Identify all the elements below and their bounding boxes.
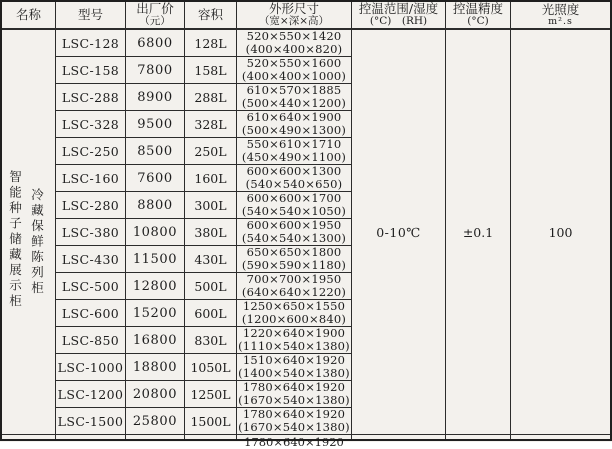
header-temp-range-line2: (°C) (RH): [369, 15, 428, 28]
model-cell: LSC-280: [56, 192, 126, 219]
model-cell: LSC-160: [56, 165, 126, 192]
model-cell: LSC-250: [56, 138, 126, 165]
model-cell: LSC-380: [56, 219, 126, 246]
name-vertical-text-secondary: 冷藏保鲜陈列柜: [29, 188, 45, 297]
dims-line1: 1250×650×1550: [242, 298, 346, 313]
price-cell: 16800: [126, 327, 185, 354]
dims-line1: 1220×640×1900: [242, 325, 346, 340]
dims-cell: [237, 57, 352, 84]
price-cell: 8900: [126, 84, 185, 111]
header-volume-label: 容积: [197, 7, 223, 22]
model-cell: LSC-600: [56, 300, 126, 327]
dims-cell: [237, 219, 352, 246]
header-dims-line2: （宽×深×高）: [258, 15, 330, 28]
dims-line1: 1780×640×1920: [242, 379, 346, 394]
volume-cell: 300L: [185, 192, 237, 219]
volume-cell: 600L: [185, 300, 237, 327]
dims-line1: 600×600×1700: [246, 190, 342, 205]
volume-cell: 328L: [185, 111, 237, 138]
price-cell: 18800: [126, 354, 185, 381]
dims-cell: [237, 327, 352, 354]
dims-line2: (500×440×1200): [241, 96, 347, 110]
dims-line1: 1510×640×1920: [242, 352, 346, 367]
price-cell: 7600: [126, 165, 185, 192]
price-cell: 7800: [126, 57, 185, 84]
volume-cell: 1500L: [185, 408, 237, 435]
model-cell: LSC-1000: [56, 354, 126, 381]
header-model: [56, 2, 126, 30]
volume-cell: 430L: [185, 246, 237, 273]
header-dims: [237, 2, 352, 30]
model-cell: LSC-288: [56, 84, 126, 111]
name-vertical-text-primary: 智能种子储藏展示柜: [7, 170, 23, 310]
partial-row-price-cell: [126, 435, 185, 439]
model-cell: LSC-1200: [56, 381, 126, 408]
price-cell: 12800: [126, 273, 185, 300]
dims-line2: (450×490×1100): [241, 150, 347, 164]
dims-cell: [237, 192, 352, 219]
partial-row-precision-cell: [446, 435, 511, 439]
partial-row-temp-cell: [352, 435, 446, 439]
partial-row-volume-cell: [185, 435, 237, 439]
price-cell: 10800: [126, 219, 185, 246]
header-price-line1: 出厂价: [136, 1, 174, 17]
dims-line1: 610×640×1900: [246, 109, 342, 124]
header-name-label: 名称: [15, 7, 41, 22]
header-name: [2, 2, 56, 30]
dims-line2: (540×540×1300): [241, 231, 347, 245]
volume-cell: 128L: [185, 30, 237, 57]
partial-row-dims-cell: [237, 435, 352, 449]
dims-line1: 550×610×1710: [246, 136, 342, 151]
name-merged-cell: [2, 30, 56, 435]
model-cell: LSC-128: [56, 30, 126, 57]
partial-dims-text: 1780×640×1920: [244, 435, 344, 449]
volume-cell: 160L: [185, 165, 237, 192]
model-cell: LSC-850: [56, 327, 126, 354]
header-temp-precision-line1: 控温精度: [452, 1, 503, 17]
volume-cell: 288L: [185, 84, 237, 111]
volume-cell: 250L: [185, 138, 237, 165]
dims-line2: (540×540×650): [245, 177, 343, 191]
dims-line2: (400×400×1000): [241, 69, 347, 83]
volume-cell: 1250L: [185, 381, 237, 408]
partial-row-model-cell: [56, 435, 126, 439]
header-temp-precision: [446, 2, 511, 30]
dims-line2: (1110×540×1380): [238, 339, 350, 353]
price-cell: 25800: [126, 408, 185, 435]
dims-cell: [237, 30, 352, 57]
model-cell: LSC-328: [56, 111, 126, 138]
model-cell: LSC-430: [56, 246, 126, 273]
header-illuminance-line2: m².s: [548, 15, 573, 27]
price-cell: 15200: [126, 300, 185, 327]
header-volume: [185, 2, 237, 30]
dims-line2: (400×400×820): [245, 42, 343, 56]
model-cell: LSC-500: [56, 273, 126, 300]
header-illuminance-line1: 光照度: [541, 1, 580, 17]
dims-line1: 600×600×1950: [246, 217, 342, 232]
dims-line2: (540×540×1050): [241, 204, 347, 218]
dims-line2: (1670×540×1380): [238, 420, 350, 434]
model-cell: LSC-158: [56, 57, 126, 84]
dims-cell: [237, 408, 352, 435]
dims-cell: [237, 381, 352, 408]
price-cell: 20800: [126, 381, 185, 408]
volume-cell: 1050L: [185, 354, 237, 381]
dims-line2: (590×590×1180): [241, 258, 347, 272]
dims-line2: (1670×540×1380): [238, 393, 350, 407]
dims-line2: (1200×600×840): [241, 312, 347, 326]
header-temp-precision-line2: (°C): [467, 15, 489, 28]
price-cell: 11500: [126, 246, 185, 273]
dims-line1: 600×600×1300: [246, 163, 342, 178]
partial-row-illuminance-cell: [511, 435, 610, 439]
dims-cell: [237, 354, 352, 381]
dims-line1: 650×650×1800: [246, 244, 342, 259]
dims-cell: [237, 300, 352, 327]
price-cell: 9500: [126, 111, 185, 138]
price-cell: 8500: [126, 138, 185, 165]
header-model-label: 型号: [77, 7, 103, 22]
dims-line1: 520×550×1420: [246, 28, 342, 43]
price-cell: 6800: [126, 30, 185, 57]
dims-cell: [237, 138, 352, 165]
header-dims-line1: 外形尺寸: [268, 1, 319, 17]
header-price: [126, 2, 185, 30]
dims-line2: (500×490×1300): [241, 123, 347, 137]
dims-line1: 700×700×1950: [246, 271, 342, 286]
volume-cell: 380L: [185, 219, 237, 246]
volume-cell: 500L: [185, 273, 237, 300]
dims-line1: 610×570×1885: [246, 82, 342, 97]
dims-line1: 1780×640×1920: [242, 406, 346, 421]
header-temp-range: [352, 2, 446, 30]
volume-cell: 830L: [185, 327, 237, 354]
price-cell: 8800: [126, 192, 185, 219]
dims-cell: [237, 111, 352, 138]
dims-cell: [237, 273, 352, 300]
header-temp-range-line1: 控温范围/湿度: [358, 1, 439, 17]
dims-line2: (640×640×1220): [241, 285, 347, 299]
dims-cell: [237, 84, 352, 111]
header-price-line2: （元）: [139, 15, 171, 28]
temp-precision-merged-cell: ±0.1: [446, 30, 511, 435]
illuminance-merged-cell: 100: [511, 30, 610, 435]
model-cell: LSC-1500: [56, 408, 126, 435]
volume-cell: 158L: [185, 57, 237, 84]
header-illuminance: [511, 2, 610, 30]
dims-cell: [237, 246, 352, 273]
dims-line1: 520×550×1600: [246, 55, 342, 70]
temp-range-merged-cell: 0-10℃: [352, 30, 446, 435]
partial-row-name-cell: [2, 435, 56, 439]
dims-line2: (1400×540×1380): [238, 366, 350, 380]
dims-cell: [237, 165, 352, 192]
